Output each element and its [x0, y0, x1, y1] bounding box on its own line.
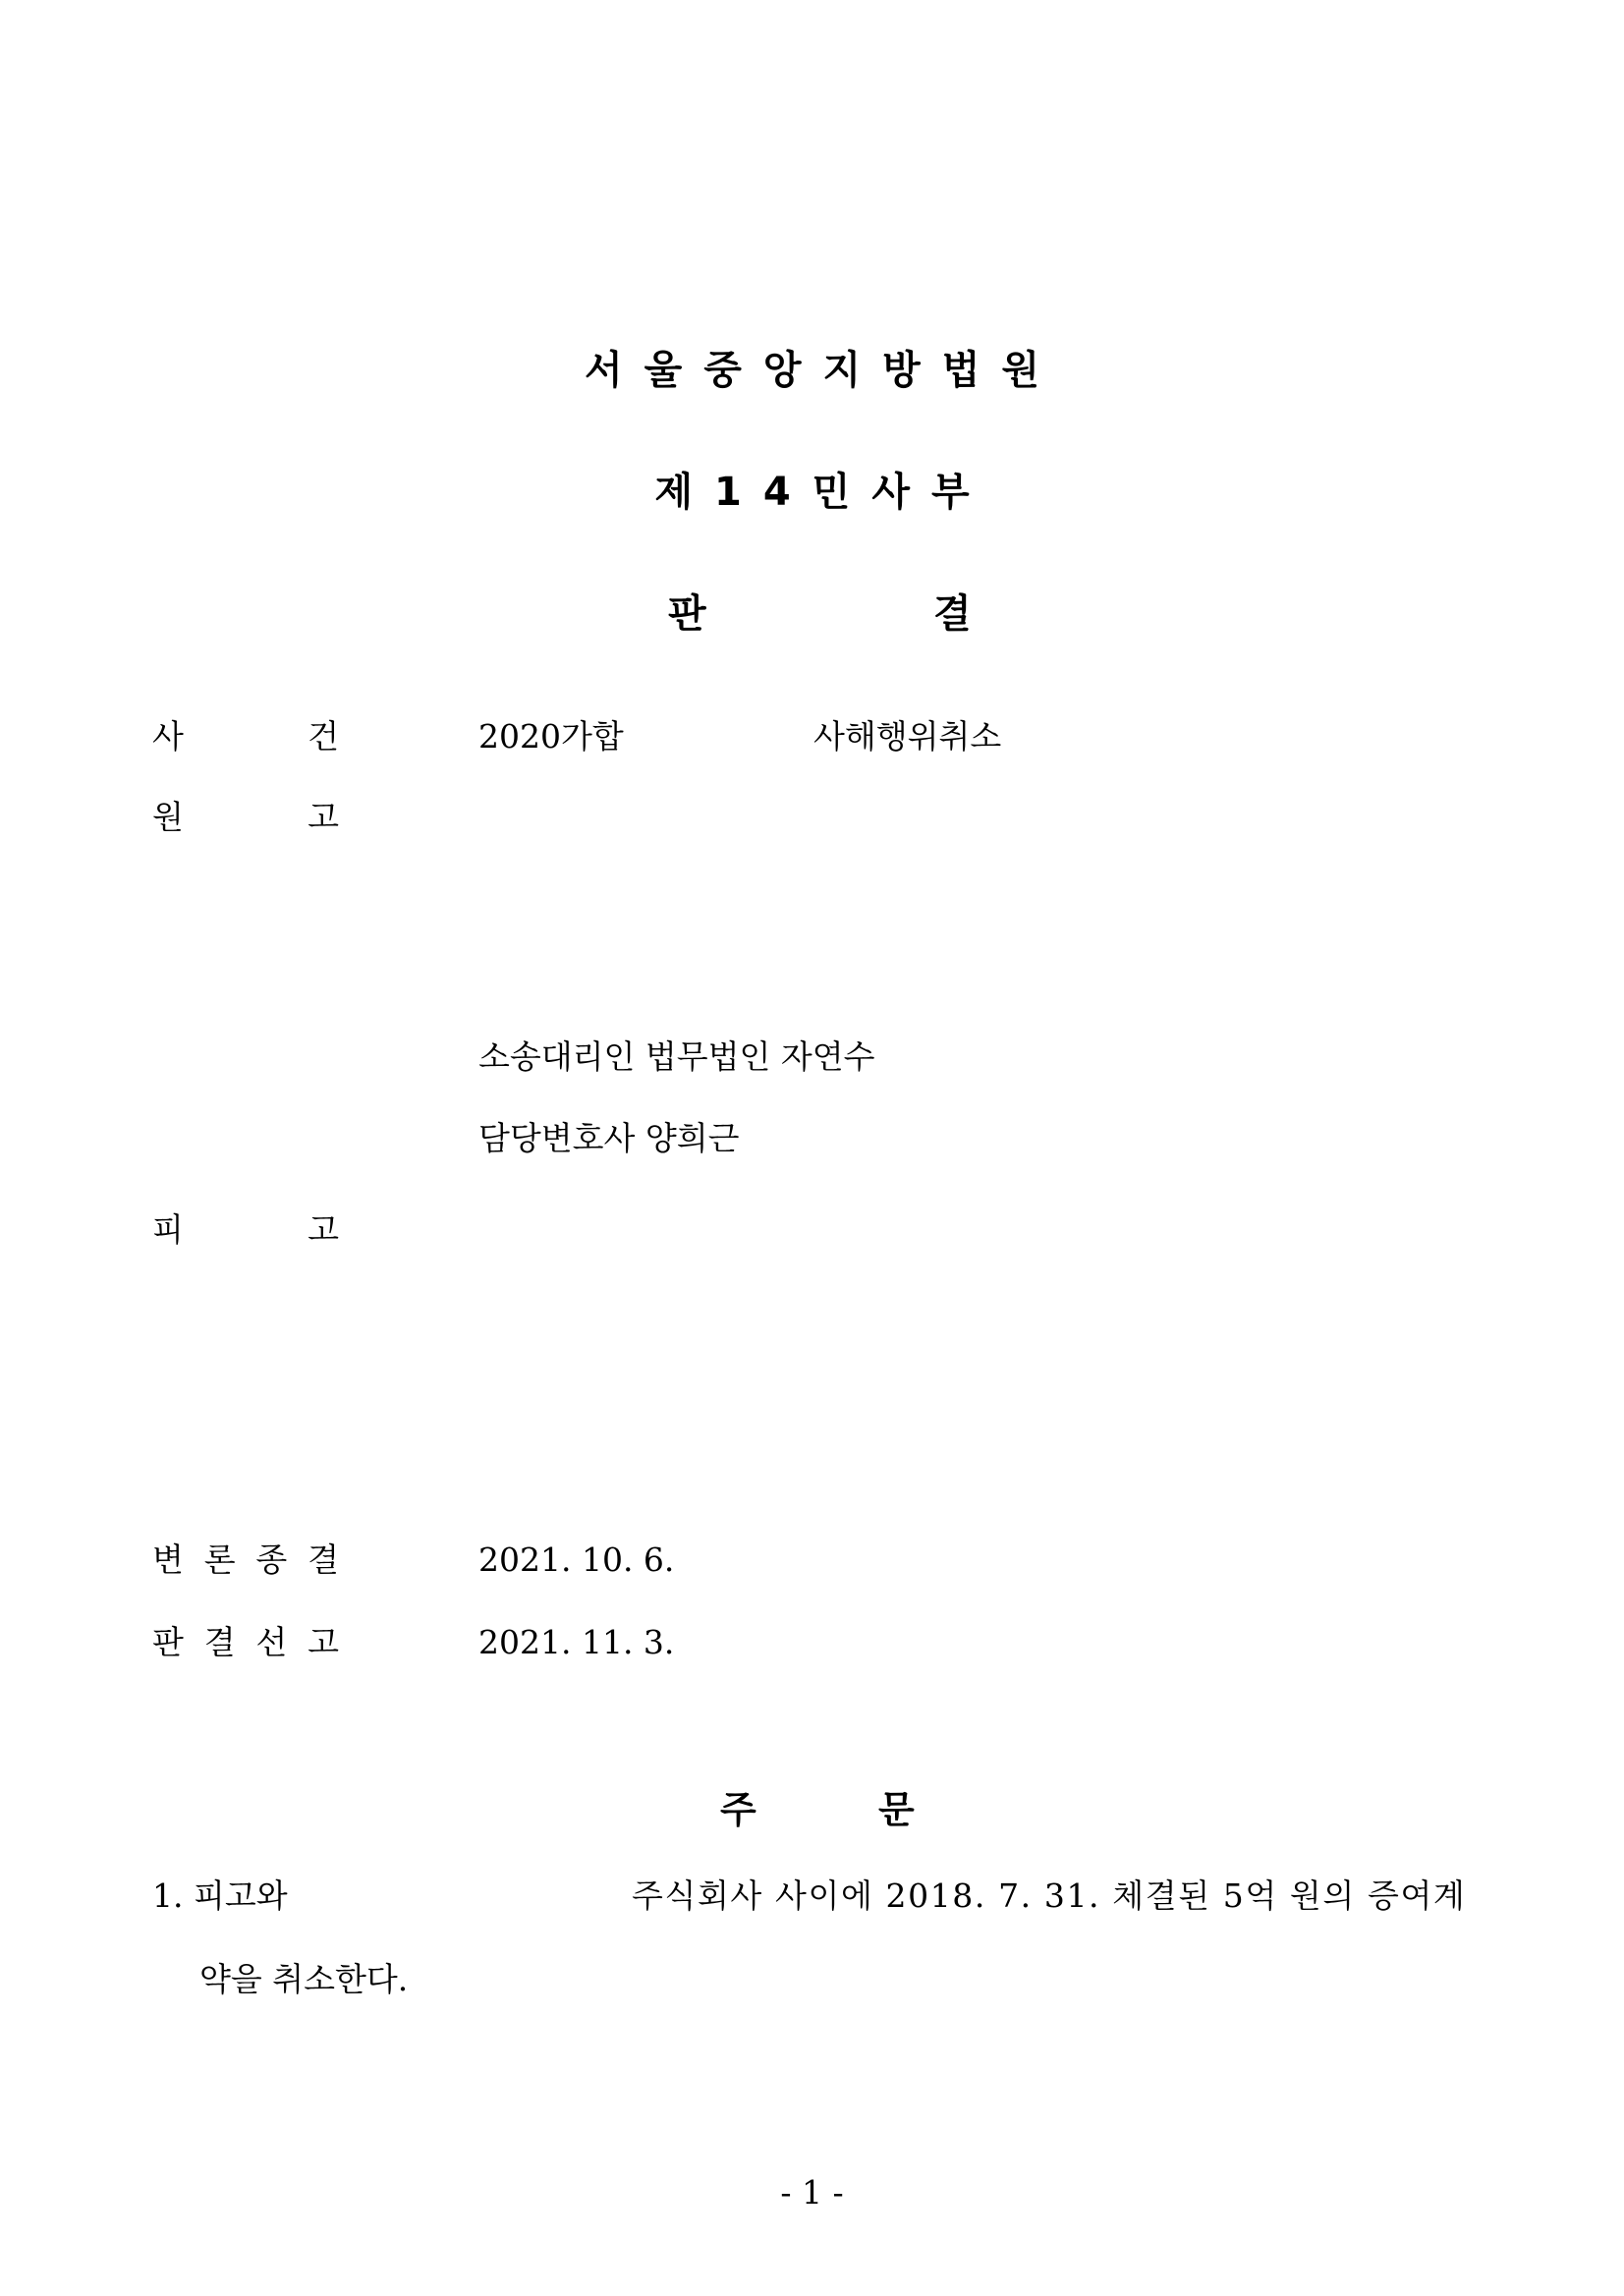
defendant-label: 피 고 — [152, 1210, 339, 1249]
closing-date: 2021. 10. 6. — [478, 1540, 675, 1579]
plaintiff-attorney: 담당변호사 양희근 — [478, 1119, 740, 1157]
case-label: 사 건 — [152, 717, 339, 756]
division-name: 제14민사부 — [654, 470, 991, 515]
order-heading-left: 주 — [720, 1788, 756, 1831]
plaintiff-label: 원 고 — [152, 798, 339, 836]
page-number: - 1 - — [780, 2173, 844, 2212]
court-name: 서울중앙지방법원 — [584, 348, 1062, 393]
order-item-1-start: 1. 피고와 — [152, 1876, 288, 1915]
plaintiff-counsel: 소송대리인 법무법인 자연수 — [478, 1037, 875, 1076]
verdict-label: 판 결 선 고 — [152, 1623, 339, 1661]
case-number: 2020가합 — [478, 717, 624, 756]
order-item-1-rest: 주식회사 사이에 2018. 7. 31. 체결된 5억 원의 증여계 — [632, 1876, 1467, 1915]
case-name: 사해행위취소 — [813, 717, 1002, 756]
closing-label: 변 론 종 결 — [152, 1540, 339, 1579]
document-title-left: 판 — [668, 591, 706, 637]
order-heading-right: 문 — [878, 1788, 915, 1831]
document-title-right: 결 — [933, 591, 972, 637]
verdict-date: 2021. 11. 3. — [478, 1623, 675, 1661]
order-item-1-continuation: 약을 취소한다. — [199, 1960, 409, 1998]
